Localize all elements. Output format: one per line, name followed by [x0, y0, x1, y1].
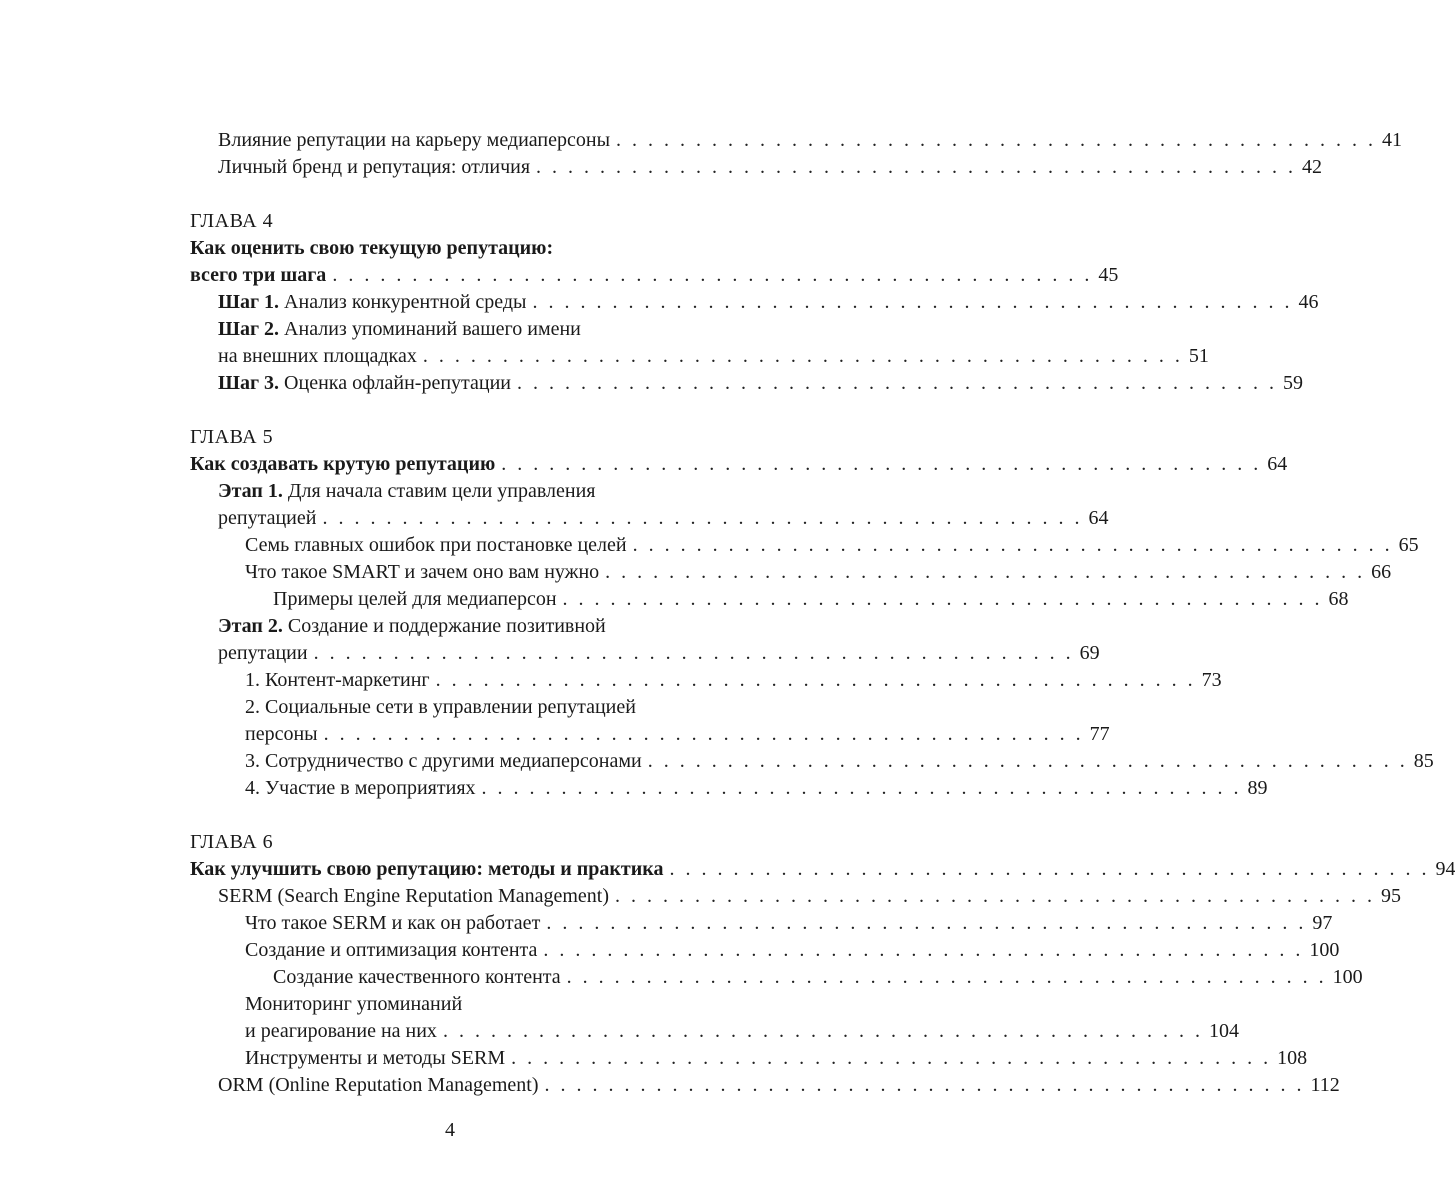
leader-dots: . . . . . . . . . . . . . . . . . . . . . . . . . . . . . . . . . . . . . . . . . . . . . . . .	[546, 912, 1307, 934]
toc-entry	[273, 964, 1363, 990]
toc-entry-label: 1. Контент-маркетинг	[245, 669, 430, 691]
leader-dots: . . . . . . . . . . . . . . . . . . . . . . . . . . . . . . . . . . . . . . . . . . . . . . . .	[615, 885, 1376, 907]
toc-entry-page: 46	[1298, 291, 1319, 313]
toc-entry	[190, 451, 1288, 477]
leader-dots: . . . . . . . . . . . . . . . . . . . . . . . . . . . . . . . . . . . . . . . . . . . . . . . .	[669, 858, 1430, 880]
toc-entry-page: 112	[1310, 1074, 1340, 1096]
toc-entry-page: 77	[1089, 723, 1110, 745]
toc-entry	[218, 127, 1403, 153]
toc-entry-label: Мониторинг упоминаний	[245, 993, 463, 1015]
leader-dots: . . . . . . . . . . . . . . . . . . . . . . . . . . . . . . . . . . . . . . . . . . . . . . . .	[536, 156, 1297, 178]
toc-entry-label	[218, 289, 527, 315]
toc-entry-page: 66	[1371, 561, 1392, 583]
chapter-heading: ГЛАВА 5	[190, 426, 274, 448]
leader-dots: . . . . . . . . . . . . . . . . . . . . . . . . . . . . . . . . . . . . . . . . . . . . . . . .	[422, 345, 1183, 367]
chapter-title: Как создавать крутую репутацию	[190, 453, 496, 475]
toc-entry-label: и реагирование на них	[245, 1020, 437, 1042]
toc-entry-page: 97	[1312, 912, 1333, 934]
toc-entry	[245, 775, 1268, 801]
leader-dots: . . . . . . . . . . . . . . . . . . . . . . . . . . . . . . . . . . . . . . . . . . . . . . . .	[544, 1074, 1305, 1096]
toc-entry-page: 100	[1309, 939, 1340, 961]
toc-entry	[218, 505, 1109, 531]
toc-entry	[218, 343, 1209, 369]
chapter-title: Как улучшить свою репутацию: методы и практика	[190, 858, 664, 880]
toc-entry-label: Инструменты и методы SERM	[245, 1047, 506, 1069]
stage-prefix: Этап 2.	[218, 615, 283, 637]
toc-entry-page: 68	[1328, 588, 1349, 610]
leader-dots: . . . . . . . . . . . . . . . . . . . . . . . . . . . . . . . . . . . . . . . . . . . . . . . .	[532, 291, 1293, 313]
step-prefix: Шаг 3.	[218, 372, 280, 394]
toc-entry-page: 100	[1332, 966, 1363, 988]
toc-entry	[245, 1018, 1239, 1044]
toc-entry	[218, 883, 1402, 909]
toc-entry-label: 2. Социальные сети в управлении репутацией	[245, 696, 636, 718]
toc-entry-page: 94	[1435, 858, 1455, 880]
leader-dots: . . . . . . . . . . . . . . . . . . . . . . . . . . . . . . . . . . . . . . . . . . . . . . . .	[647, 750, 1408, 772]
leader-dots: . . . . . . . . . . . . . . . . . . . . . . . . . . . . . . . . . . . . . . . . . . . . . . . .	[481, 777, 1242, 799]
chapter-heading: ГЛАВА 4	[190, 210, 274, 232]
toc-entry	[218, 154, 1323, 180]
leader-dots: . . . . . . . . . . . . . . . . . . . . . . . . . . . . . . . . . . . . . . . . . . . . . . . .	[562, 588, 1323, 610]
toc-entry-page: 64	[1088, 507, 1109, 529]
stage-label: Создание и поддержание позитивной	[282, 615, 606, 637]
chapter-title-cont: всего три шага	[190, 264, 327, 286]
toc-entry-page: 108	[1277, 1047, 1308, 1069]
step-prefix: Шаг 1.	[218, 291, 280, 313]
toc-entry-label: ORM (Online Reputation Management)	[218, 1074, 539, 1096]
toc-entry-page: 69	[1079, 642, 1100, 664]
leader-dots: . . . . . . . . . . . . . . . . . . . . . . . . . . . . . . . . . . . . . . . . . . . . . . . .	[323, 723, 1084, 745]
step-label: Оценка офлайн-репутации	[279, 372, 511, 394]
toc-entry-page: 65	[1398, 534, 1419, 556]
toc-entry	[190, 262, 1119, 288]
toc-entry-label: Создание и оптимизация контента	[245, 939, 538, 961]
toc-entry-label: на внешних площадках	[218, 345, 417, 367]
stage-prefix: Этап 1.	[218, 480, 283, 502]
leader-dots: . . . . . . . . . . . . . . . . . . . . . . . . . . . . . . . . . . . . . . . . . . . . . . . .	[332, 264, 1093, 286]
toc-entry	[218, 640, 1100, 666]
leader-dots: . . . . . . . . . . . . . . . . . . . . . . . . . . . . . . . . . . . . . . . . . . . . . . . .	[313, 642, 1074, 664]
leader-dots: . . . . . . . . . . . . . . . . . . . . . . . . . . . . . . . . . . . . . . . . . . . . . . . .	[566, 966, 1327, 988]
chapter-title: Как оценить свою текущую репутацию:	[190, 237, 554, 259]
toc-entry-label: Влияние репутации на карьеру медиаперсоны	[218, 129, 611, 151]
toc-entry-label: SERM (Search Engine Reputation Management)	[218, 885, 610, 907]
toc-entry-page: 45	[1098, 264, 1119, 286]
chapter-heading: ГЛАВА 6	[190, 831, 274, 853]
leader-dots: . . . . . . . . . . . . . . . . . . . . . . . . . . . . . . . . . . . . . . . . . . . . . . . .	[435, 669, 1196, 691]
toc-entry-label: персоны	[245, 723, 318, 745]
toc-entry-label: репутацией	[218, 507, 317, 529]
leader-dots: . . . . . . . . . . . . . . . . . . . . . . . . . . . . . . . . . . . . . . . . . . . . . . . .	[605, 561, 1366, 583]
step-prefix: Шаг 2.	[218, 318, 280, 340]
toc-entry-label: 3. Сотрудничество с другими медиаперсонами	[245, 750, 642, 772]
leader-dots: . . . . . . . . . . . . . . . . . . . . . . . . . . . . . . . . . . . . . . . . . . . . . . . .	[543, 939, 1304, 961]
leader-dots: . . . . . . . . . . . . . . . . . . . . . . . . . . . . . . . . . . . . . . . . . . . . . . . .	[322, 507, 1083, 529]
toc-entry-label	[218, 613, 606, 639]
toc-entry	[245, 559, 1392, 585]
toc-entry	[190, 856, 1455, 882]
toc-entry	[245, 937, 1340, 963]
toc-entry-label: Создание качественного контента	[273, 966, 561, 988]
step-label: Анализ упоминаний вашего имени	[279, 318, 581, 340]
toc-entry-page: 89	[1247, 777, 1268, 799]
leader-dots: . . . . . . . . . . . . . . . . . . . . . . . . . . . . . . . . . . . . . . . . . . . . . . . .	[517, 372, 1277, 394]
leader-dots: . . . . . . . . . . . . . . . . . . . . . . . . . . . . . . . . . . . . . . . . . . . . . . . .	[632, 534, 1393, 556]
toc-entry-page: 64	[1267, 453, 1288, 475]
toc-entry	[245, 667, 1222, 693]
toc-entry	[273, 586, 1349, 612]
toc-entry-page: 59	[1283, 372, 1303, 394]
toc-entry-label: репутации	[218, 642, 308, 664]
leader-dots: . . . . . . . . . . . . . . . . . . . . . . . . . . . . . . . . . . . . . . . . . . . . . . . .	[442, 1020, 1203, 1042]
toc-entry	[245, 532, 1419, 558]
toc-entry-label	[218, 478, 596, 504]
toc-entry-label: Примеры целей для медиаперсон	[273, 588, 557, 610]
toc-entry	[218, 1072, 1340, 1098]
toc-entry-label	[218, 316, 581, 342]
toc-entry-label: 4. Участие в мероприятиях	[245, 777, 476, 799]
toc-entry	[245, 721, 1110, 747]
toc-entry	[245, 1045, 1308, 1071]
toc-entry-label: Что такое SERM и как он работает	[245, 912, 541, 934]
toc-entry-page: 95	[1381, 885, 1402, 907]
toc-entry	[245, 748, 1434, 774]
leader-dots: . . . . . . . . . . . . . . . . . . . . . . . . . . . . . . . . . . . . . . . . . . . . . . . .	[511, 1047, 1272, 1069]
toc-entry-label	[218, 370, 511, 396]
toc-entry	[245, 910, 1333, 936]
leader-dots: . . . . . . . . . . . . . . . . . . . . . . . . . . . . . . . . . . . . . . . . . . . . . . . .	[616, 129, 1377, 151]
toc-entry-page: 42	[1302, 156, 1323, 178]
toc-entry	[218, 370, 1303, 396]
toc-entry-page: 51	[1188, 345, 1209, 367]
toc-entry-label: Личный бренд и репутация: отличия	[218, 156, 531, 178]
toc-entry	[218, 289, 1319, 315]
toc-entry-page: 85	[1413, 750, 1434, 772]
toc-entry-page: 73	[1201, 669, 1222, 691]
leader-dots: . . . . . . . . . . . . . . . . . . . . . . . . . . . . . . . . . . . . . . . . . . . . . . . .	[501, 453, 1262, 475]
toc-entry-label: Семь главных ошибок при постановке целей	[245, 534, 627, 556]
toc-entry-page: 104	[1208, 1020, 1239, 1042]
step-label: Анализ конкурентной среды	[279, 291, 527, 313]
toc-entry-page: 41	[1382, 129, 1403, 151]
toc-entry-label: Что такое SMART и зачем оно вам нужно	[245, 561, 600, 583]
page-number: 4	[445, 1119, 455, 1141]
stage-label: Для начала ставим цели управления	[282, 480, 596, 502]
